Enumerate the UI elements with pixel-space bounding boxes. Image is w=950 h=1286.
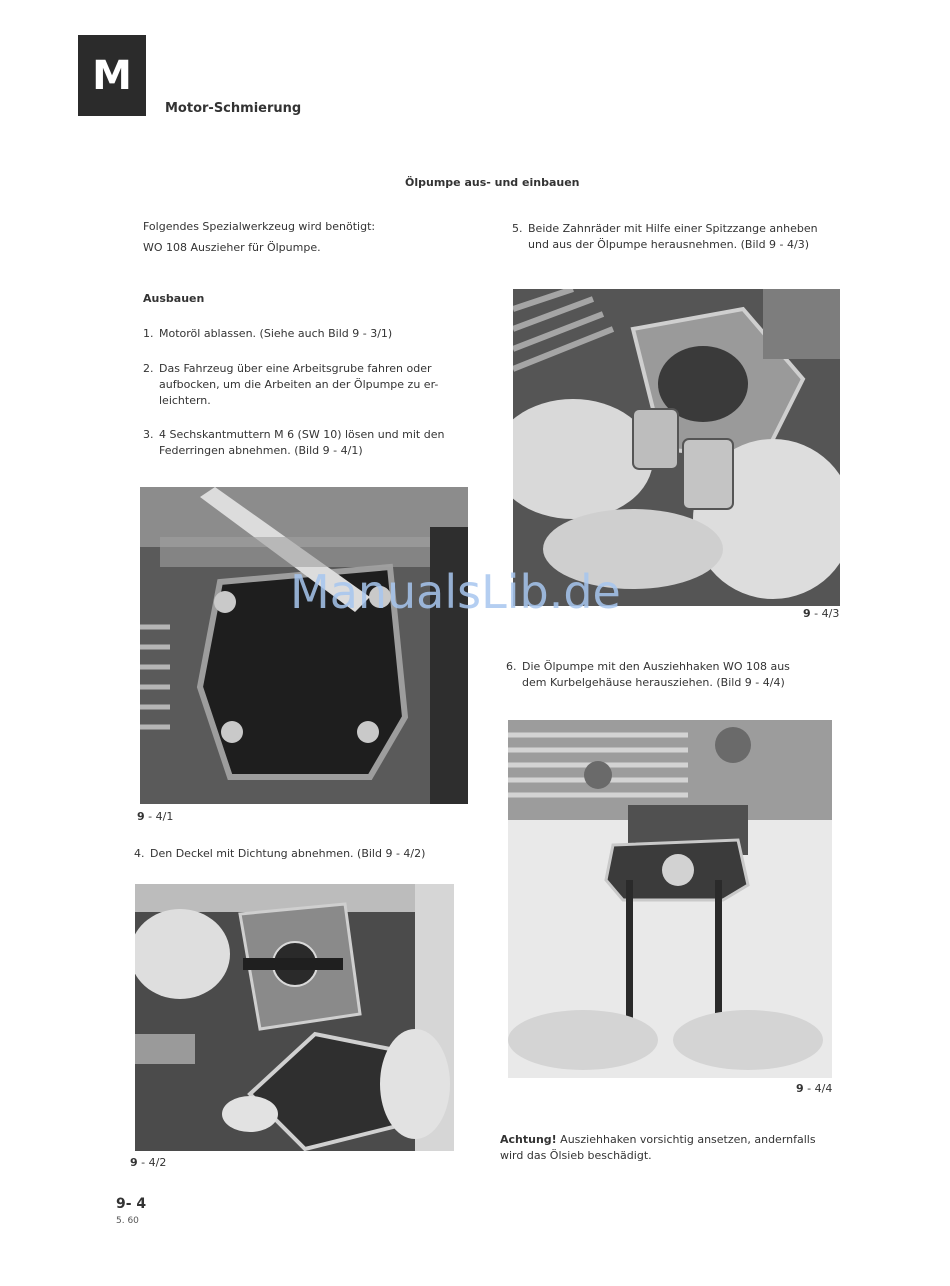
section-logo: M [78,35,146,116]
caption-9-4-3-rest: - 4/3 [810,607,840,620]
step-5-line-2: und aus der Ölpumpe herausnehmen. (Bild 9 - 4/3) [528,238,810,251]
photo-figure-9-4-2 [135,884,454,1151]
step-6 [506,659,846,691]
step-3-number: 3. [143,428,154,441]
step-1-number: 1. [143,327,154,340]
warning-line-1: Ausziehhaken vorsichtig ansetzen, andernfalls [556,1133,816,1146]
intro-line-1: Folgendes Spezialwerkzeug wird benötigt: [143,220,376,233]
step-4-number: 4. [134,847,145,860]
step-5 [512,221,852,253]
step-3-line-2: Federringen abnehmen. (Bild 9 - 4/1) [159,444,363,457]
page-number: 9- 4 [116,1196,147,1212]
caption-9-4-3-bold: 9 [803,607,811,620]
step-1-text: Motoröl ablassen. (Siehe auch Bild 9 - 3/1) [159,327,393,340]
step-5-line-1: Beide Zahnräder mit Hilfe einer Spitzzange anheben [528,222,818,235]
caption-9-4-4-rest: - 4/4 [803,1082,833,1095]
warning-label: Achtung! [500,1133,557,1146]
caption-9-4-1-rest: - 4/1 [144,810,174,823]
step-5-number: 5. [512,222,523,235]
step-3-line-1: 4 Sechskantmuttern M 6 (SW 10) lösen und mit den [159,428,445,441]
warning-note [500,1132,840,1164]
step-2-line-1: Das Fahrzeug über eine Arbeitsgrube fahren oder [159,362,432,375]
photo-figure-9-4-4 [508,720,832,1078]
caption-9-4-2-rest: - 4/2 [137,1156,167,1169]
warning-line-2: wird das Ölsieb beschädigt. [500,1149,652,1162]
step-6-number: 6. [506,660,517,673]
ausbauen-heading: Ausbauen [143,292,205,305]
step-4-text: Den Deckel mit Dichtung abnehmen. (Bild 9 - 4/2) [150,847,426,860]
edition-date: 5. 60 [116,1216,139,1226]
caption-figure-9-4-1 [137,810,173,823]
caption-figure-9-4-2 [130,1156,166,1169]
step-4 [134,846,484,862]
step-2-line-3: leichtern. [159,394,211,407]
step-6-line-1: Die Ölpumpe mit den Ausziehhaken WO 108 aus [522,660,790,673]
section-title: Motor-Schmierung [165,101,302,116]
page-title: Ölpumpe aus- und einbauen [405,176,580,189]
caption-9-4-4-bold: 9 [796,1082,804,1095]
caption-9-4-1-bold: 9 [137,810,145,823]
step-3 [143,427,483,459]
photo-figure-9-4-1 [140,487,468,804]
photo-figure-9-4-3 [513,289,840,606]
step-1 [143,326,483,342]
step-6-line-2: dem Kurbelgehäuse herausziehen. (Bild 9 - 4/4) [522,676,785,689]
step-2 [143,361,483,409]
caption-figure-9-4-4 [796,1082,832,1095]
watermark: ManualsLib.de [290,565,621,619]
caption-9-4-2-bold: 9 [130,1156,138,1169]
caption-figure-9-4-3 [803,607,839,620]
step-2-line-2: aufbocken, um die Arbeiten an der Ölpumpe zu er- [159,378,439,391]
intro-line-2: WO 108 Auszieher für Ölpumpe. [143,241,321,254]
step-2-number: 2. [143,362,154,375]
